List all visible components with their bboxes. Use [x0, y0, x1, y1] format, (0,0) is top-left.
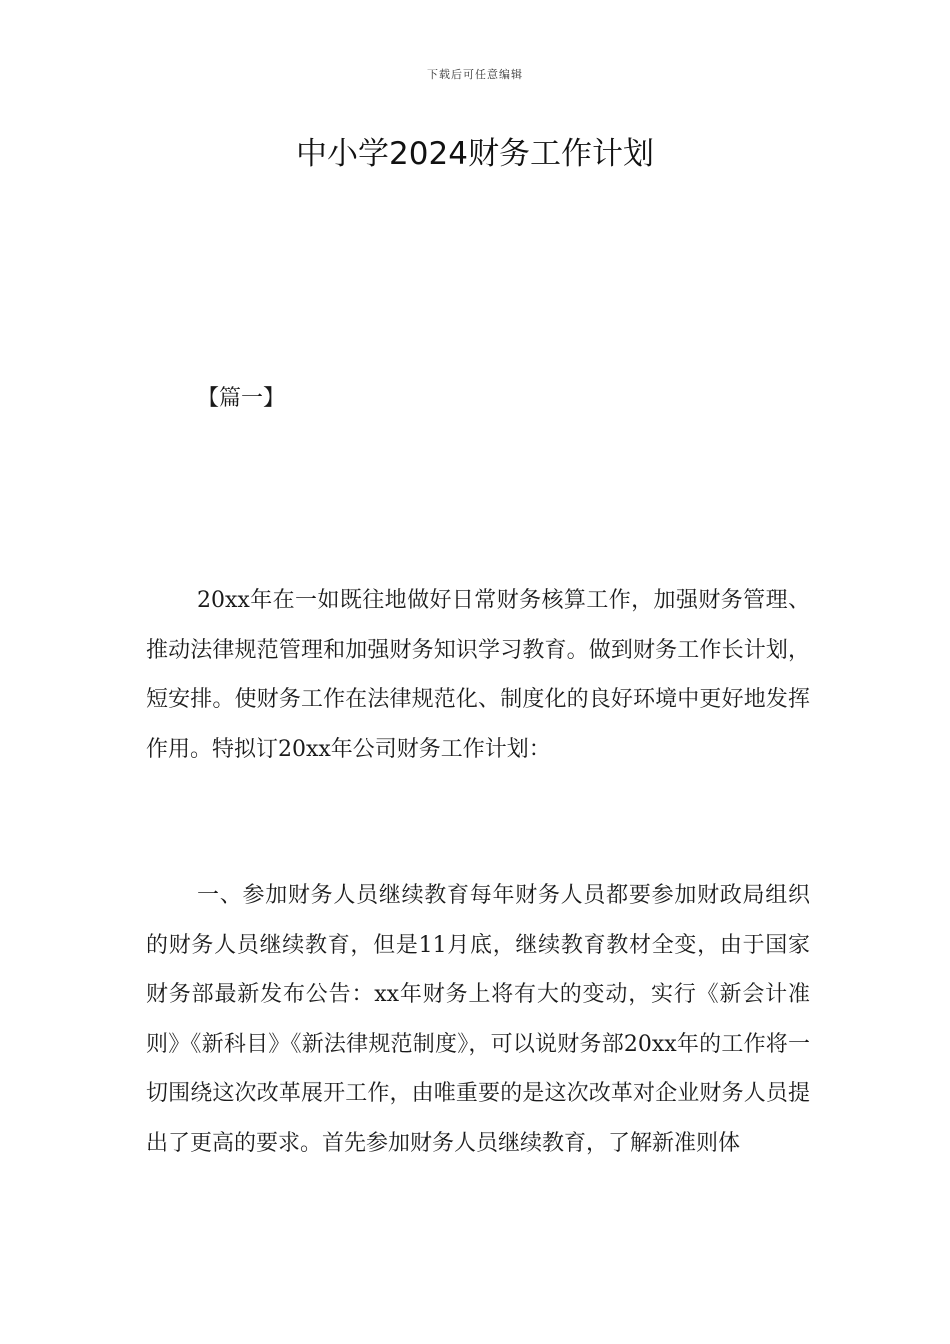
header-note: 下载后可任意编辑 [427, 68, 523, 81]
document-title: 中小学2024财务工作计划 [296, 136, 654, 172]
paragraph-1: 20xx年在一如既往地做好日常财务核算工作，加强财务管理、推动法律规范管理和加强财务知识学习教育。做到财务工作长计划，短安排。使财务工作在法律规范化、制度化的良好环境中更好地发挥作用。特拟订20xx年公司财务工作计划： [146, 588, 810, 762]
section-label: 【篇一】 [197, 386, 286, 411]
paragraph-2: 一、参加财务人员继续教育每年财务人员都要参加财政局组织的财务人员继续教育，但是11月底，继续教育教材全变，由于国家财务部最新发布公告：xx年财务上将有大的变动，实行《新会计准则》《新科目》《新法律规范制度》，可以说财务部20xx年的工作将一切围绕这次改革展开工作，由唯重要的是这次改革对企业财务人员提出了更高的要求。首先参加财务人员继续教育，了解新准则体 [146, 883, 810, 1156]
